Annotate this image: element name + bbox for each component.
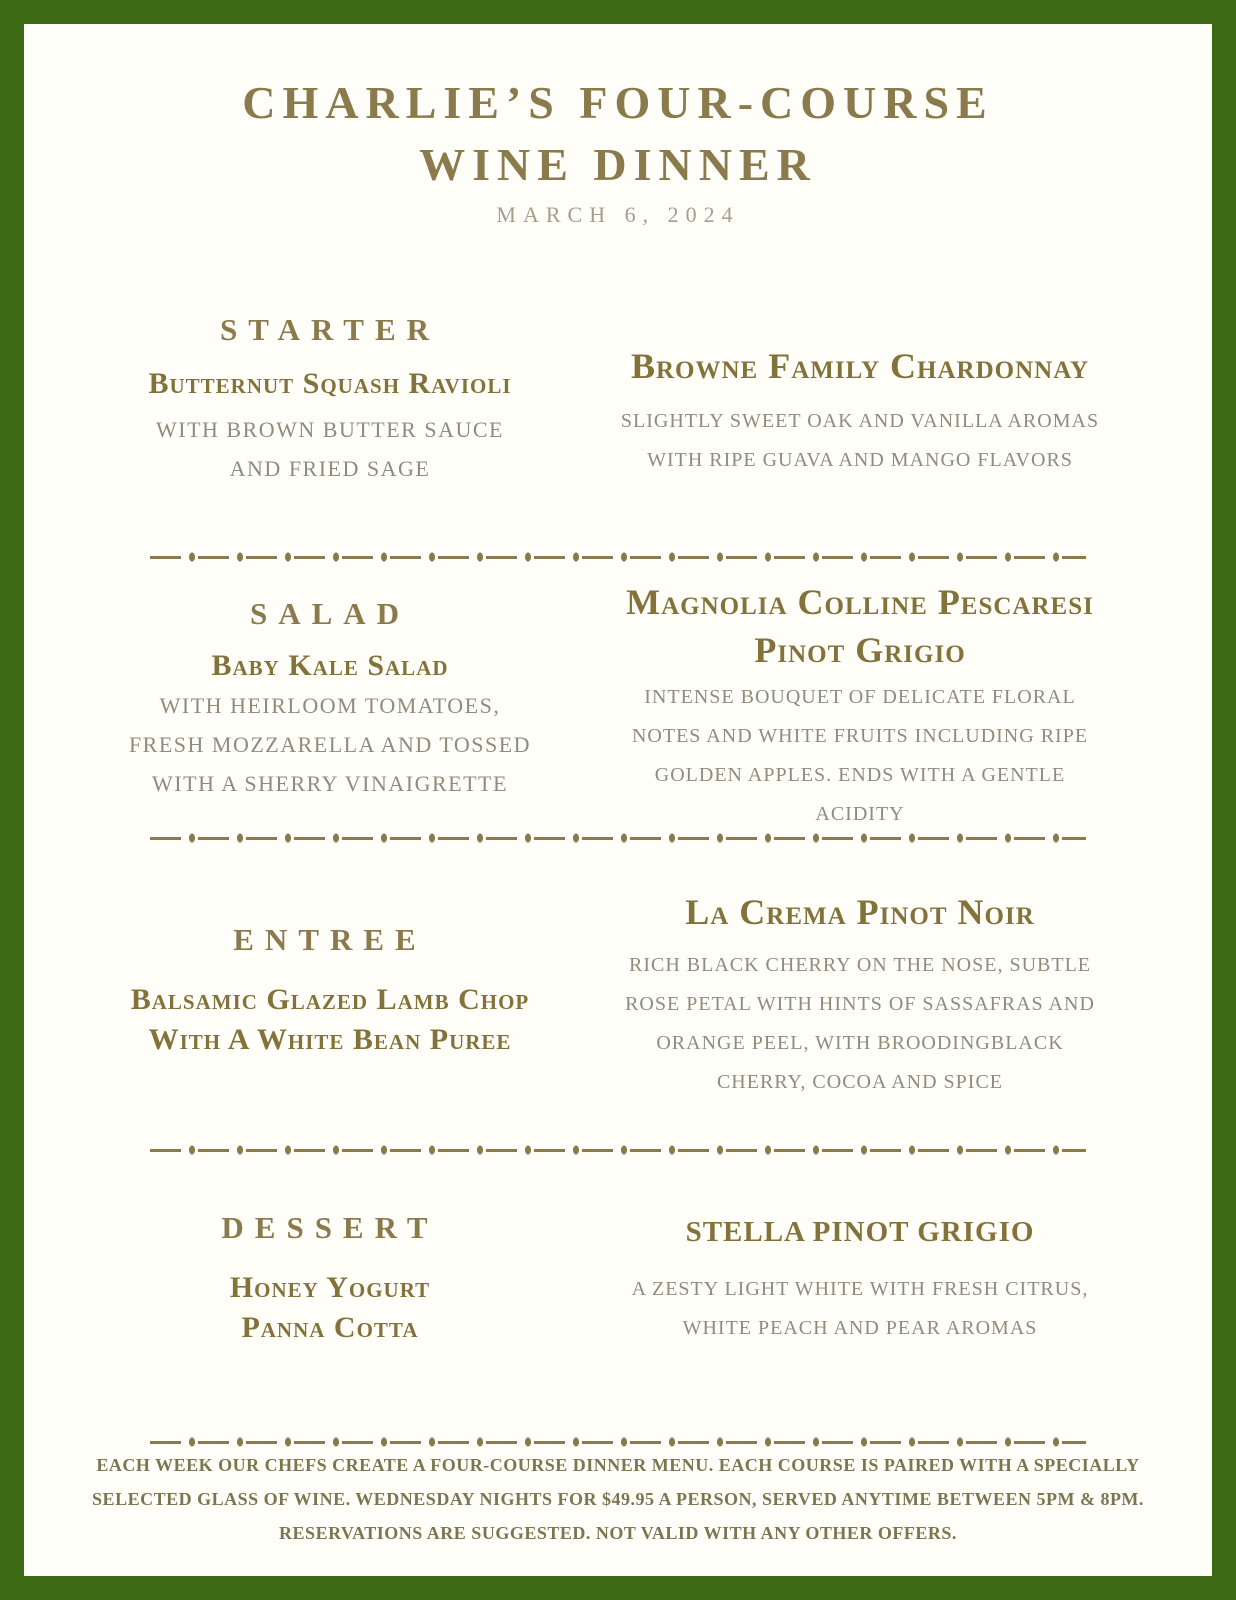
text-line: FRESH MOZZARELLA AND TOSSED: [128, 732, 532, 757]
text-line: WITH RIPE GUAVA AND MANGO FLAVORS: [647, 449, 1073, 471]
menu-footer-note: [24, 1448, 1212, 1550]
salad-label: SALAD: [249, 596, 411, 631]
text-line: GOLDEN APPLES. ENDS WITH A GENTLE: [654, 764, 1066, 786]
entree-dish-name: [100, 980, 560, 1060]
text-line: ORANGE PEEL, WITH BROODINGBLACK: [656, 1032, 1064, 1054]
text-line: Magnolia Colline Pescaresi: [626, 582, 1094, 622]
text-line: WITH BROWN BUTTER SAUCE: [156, 417, 504, 442]
starter-wine-name: Browne Family Chardonnay: [630, 346, 1090, 386]
text-line: With A White Bean Puree: [148, 1023, 512, 1056]
entree-label: ENTREE: [233, 922, 427, 957]
footer-line-1: EACH WEEK OUR CHEFS CREATE A FOUR-COURSE DINNER MENU. EACH COURSE IS PAIRED WITH A SPECIALLY: [96, 1455, 1140, 1475]
footer-line-3: RESERVATIONS ARE SUGGESTED. NOT VALID WITH ANY OTHER OFFERS.: [279, 1523, 957, 1543]
dessert-wine-column: [590, 1210, 1130, 1348]
salad-dish-description: [100, 686, 560, 803]
salad-wine-name: [590, 578, 1130, 674]
text-line: Panna Cotta: [241, 1311, 419, 1344]
text-line: A ZESTY LIGHT WHITE WITH FRESH CITRUS,: [631, 1278, 1089, 1300]
dessert-dish-column: [100, 1210, 560, 1348]
dessert-wine-description: [590, 1270, 1130, 1348]
dash-dot-divider: [150, 1437, 1086, 1447]
salad-dish-name: Baby Kale Salad: [211, 649, 449, 682]
course-row-salad: [24, 578, 1212, 834]
text-line: CHERRY, COCOA AND SPICE: [716, 1071, 1004, 1093]
course-row-entree: [24, 890, 1212, 1102]
text-line: ROSE PETAL WITH HINTS OF SASSAFRAS AND: [625, 993, 1095, 1015]
starter-wine-column: [590, 312, 1130, 488]
entree-wine-name: La Crema Pinot Noir: [685, 892, 1035, 932]
entree-wine-column: [590, 890, 1130, 1102]
text-line: INTENSE BOUQUET OF DELICATE FLORAL: [644, 686, 1076, 708]
course-row-starter: [24, 312, 1212, 488]
dessert-dish-name: [100, 1268, 560, 1348]
text-line: SLIGHTLY SWEET OAK AND VANILLA AROMAS: [620, 410, 1100, 432]
dash-dot-divider: [150, 1145, 1086, 1155]
text-line: WITH HEIRLOOM TOMATOES,: [159, 693, 501, 718]
course-row-dessert: [24, 1210, 1212, 1348]
salad-wine-column: [590, 578, 1130, 834]
menu-title-line-2: WINE DINNER: [419, 139, 817, 190]
text-line: Honey Yogurt: [229, 1271, 431, 1304]
menu-title: [24, 72, 1212, 196]
starter-dish-description: [100, 410, 560, 488]
entree-dish-column: [100, 890, 560, 1102]
text-line: RICH BLACK CHERRY ON THE NOSE, SUBTLE: [628, 954, 1092, 976]
text-line: WHITE PEACH AND PEAR AROMAS: [682, 1317, 1038, 1339]
starter-dish-name: Butternut Squash Ravioli: [148, 367, 512, 400]
text-line: Pinot Grigio: [754, 630, 966, 670]
starter-dish-column: [100, 312, 560, 488]
entree-wine-description: [590, 946, 1130, 1102]
starter-wine-description: [590, 402, 1130, 480]
footer-line-2: SELECTED GLASS OF WINE. WEDNESDAY NIGHTS FOR $49.95 A PERSON, SERVED ANYTIME BETWEEN 5PM & 8PM.: [92, 1489, 1144, 1509]
text-line: WITH A SHERRY VINAIGRETTE: [152, 771, 508, 796]
text-line: ACIDITY: [815, 803, 905, 825]
menu-title-line-1: CHARLIE’S FOUR-COURSE: [242, 77, 994, 128]
salad-dish-column: [100, 578, 560, 834]
dash-dot-divider: [150, 833, 1086, 843]
dessert-label: DESSERT: [221, 1210, 439, 1245]
text-line: NOTES AND WHITE FRUITS INCLUDING RIPE: [631, 725, 1089, 747]
text-line: AND FRIED SAGE: [229, 456, 431, 481]
starter-label: STARTER: [219, 312, 441, 347]
dash-dot-divider: [150, 552, 1086, 562]
text-line: Balsamic Glazed Lamb Chop: [130, 983, 530, 1016]
salad-wine-description: [590, 678, 1130, 834]
dessert-wine-name: STELLA PINOT GRIGIO: [685, 1216, 1035, 1248]
menu-date: MARCH 6, 2024: [496, 202, 740, 227]
